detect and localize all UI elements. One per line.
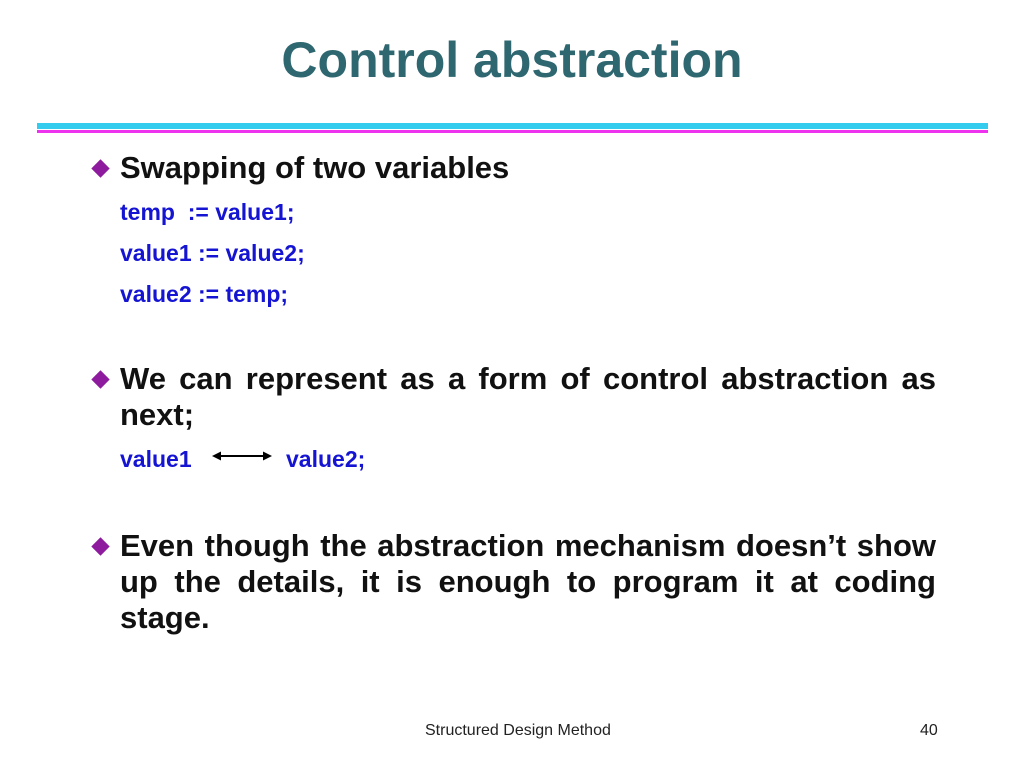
diamond-bullet-icon bbox=[91, 370, 109, 388]
double-arrow-icon bbox=[212, 449, 272, 463]
slide-title: Control abstraction bbox=[281, 32, 743, 88]
footer-title: Structured Design Method bbox=[425, 722, 611, 739]
code-swap-left: value1 bbox=[120, 446, 192, 472]
page-number: 40 bbox=[920, 722, 938, 739]
diamond-bullet-icon bbox=[91, 159, 109, 177]
bullet-representation: We can represent as a form of control abstraction as next; bbox=[120, 361, 936, 432]
bullet-swapping: Swapping of two variables bbox=[120, 150, 510, 185]
code-line-1: temp := value1; bbox=[120, 199, 295, 225]
code-swap-right: value2; bbox=[286, 446, 366, 472]
code-line-3: value2 := temp; bbox=[120, 281, 289, 307]
title-divider-top bbox=[37, 123, 988, 129]
code-line-2: value1 := value2; bbox=[120, 240, 305, 266]
bullet-abstraction-mechanism: Even though the abstraction mechanism doesn’t show up the details, it is enough to program it at coding stage. bbox=[120, 528, 936, 635]
title-divider-bottom bbox=[37, 130, 988, 133]
diamond-bullet-icon bbox=[91, 537, 109, 555]
